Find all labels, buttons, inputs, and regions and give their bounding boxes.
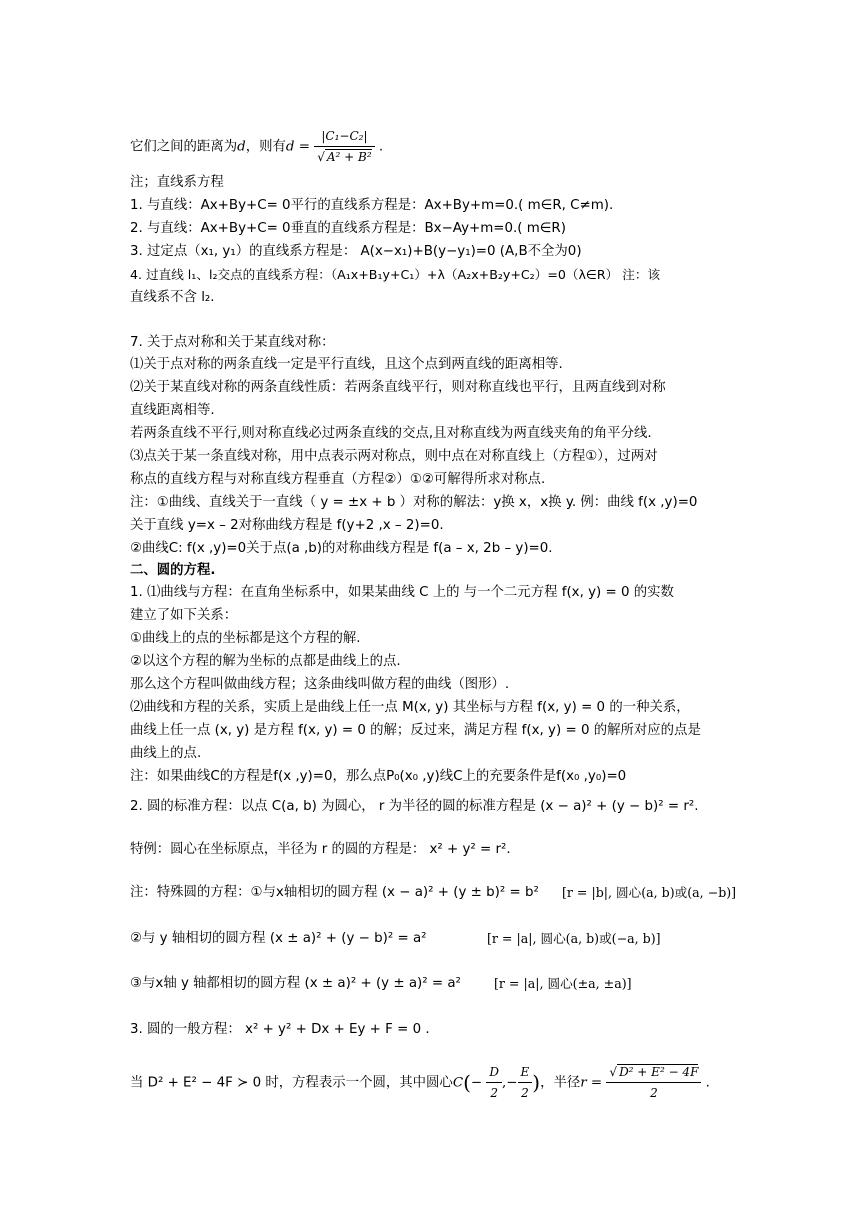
center-x-num: D: [486, 1062, 502, 1083]
special-xy-cond: [r = |a|, 圆心(±a, ±a)]: [494, 976, 632, 991]
general-equation: 3. 圆的一般方程： x² + y² + Dx + Ey + F = 0 .: [130, 1022, 430, 1037]
center-y-den: 2: [521, 1086, 529, 1100]
sec2-c3: 那么这个方程叫做曲线方程；这条曲线叫做方程的曲线（图形）.: [130, 677, 510, 692]
radius-denominator: 2: [650, 1086, 658, 1100]
center-x-fraction: [486, 1062, 502, 1103]
distance-numerator: |C₁−C₂|: [314, 126, 374, 147]
sec7-title: 7. 关于点对称和关于某直线对称：: [130, 335, 335, 350]
distance-mid: ，则有: [245, 139, 286, 155]
sec7-p4: ⑶点关于某一条直线对称，用中点表示两对称点，则中点在对称直线上（方程①），过两对: [130, 449, 658, 464]
sec2-p1-cont: 建立了如下关系：: [130, 608, 238, 623]
center-symbol: C: [452, 1075, 464, 1091]
center-x-minus: −: [470, 1075, 483, 1091]
sec7-p3: 若两条直线不平行,则对称直线必过两条直线的交点,且对称直线为两直线夹角的角平分线.: [130, 426, 652, 441]
special-xy-lead: ③与x轴 y 轴都相切的圆方程 (x ± a)² + (y ± a)² = a²: [130, 976, 461, 991]
center-comma: ,−: [502, 1075, 518, 1091]
center-y-num: E: [518, 1062, 533, 1083]
special-y-lead: ②与 y 轴相切的圆方程 (x ± a)² + (y − b)² = a²: [130, 931, 427, 946]
sec7-note1-cont: 关于直线 y=x – 2对称曲线方程是 f(y+2 ,x – 2)=0.: [130, 518, 444, 533]
note1-item1: 1. 与直线：Ax+By+C= 0平行的直线系方程是：Ax+By+m=0.( m∈R, C≠m).: [130, 198, 614, 213]
note1-title: 注；直线系方程: [130, 175, 224, 190]
center-open-paren: (: [463, 1070, 471, 1095]
sec7-note2: ②曲线C: f(x ,y)=0关于点(a ,b)的对称曲线方程是 f(a – x, 2b – y)=0.: [130, 541, 553, 556]
sec7-p4-cont: 称点的直线方程与对称直线方程垂直（方程②）①②可解得所求对称点.: [130, 472, 546, 487]
sec2-p1: 1. ⑴曲线与方程：在直角坐标系中，如果某曲线 C 上的 与一个二元方程 f(x, y) = 0 的实数: [130, 585, 674, 600]
sec2-note: 注：如果曲线C的方程是f(x ,y)=0，那么点P₀(x₀ ,y)线C上的充要条件是f(x₀ ,y₀)=0: [130, 769, 627, 784]
sec2-heading: 二、圆的方程.: [130, 563, 216, 578]
center-close-paren: ): [532, 1070, 541, 1095]
note1-item2: 2. 与直线：Ax+By+C= 0垂直的直线系方程是：Bx−Ay+m=0.( m∈R): [130, 221, 566, 236]
radius-end: .: [705, 1075, 710, 1091]
radius-numerator: D² + E² − 4F: [619, 1065, 699, 1079]
note1-item4-cont: 直线系不含 l₂.: [130, 290, 215, 305]
special-y-cond: [r = |a|, 圆心(a, b)或(−a, b)]: [487, 931, 661, 946]
distance-var: d: [237, 139, 246, 155]
radius-fraction: [606, 1062, 701, 1103]
standard-special: 特例：圆心在坐标原点，半径为 r 的圆的方程是： x² + y² = r².: [130, 842, 511, 857]
sec7-note1: 注：①曲线、直线关于一直线（ y = ±x + b ）对称的解法：y换 x，x换 y. 例：曲线 f(x ,y)=0: [130, 495, 698, 510]
sec7-p1: ⑴关于点对称的两条直线一定是平行直线，且这个点到两直线的距离相等.: [130, 357, 563, 372]
distance-denominator-wrap: √ A² + B²: [317, 150, 372, 164]
sec2-p2: ⑵曲线和方程的关系，实质上是曲线上任一点 M(x, y) 其坐标与方程 f(x, y) = 0 的一种关系，: [130, 700, 690, 715]
sec7-p2: ⑵关于某直线对称的两条直线性质：若两条直线平行，则对称直线也平行，且两直线到对称: [130, 380, 666, 395]
distance-line: [130, 126, 383, 167]
general-condition-line: [130, 1062, 710, 1103]
special-x-cond: [r = |b|, 圆心(a, b)或(a, −b)]: [562, 885, 737, 900]
note1-item3: 3. 过定点（x₁, y₁）的直线系方程是： A(x−x₁)+B(y−y₁)=0 (A,B不全为0): [130, 244, 582, 259]
sec7-p2-cont: 直线距离相等.: [130, 403, 215, 418]
radius-numerator-wrap: √ D² + E² − 4F: [606, 1062, 701, 1083]
sec2-p2-end: 曲线上的点.: [130, 746, 202, 761]
distance-end: .: [378, 139, 384, 155]
general-condition-lead: 当 D² + E² − 4F ≻ 0 时，方程表示一个圆，其中圆心: [130, 1075, 453, 1091]
distance-fraction: [314, 126, 374, 167]
sec2-c1: ①曲线上的点的坐标都是这个方程的解.: [130, 631, 361, 646]
distance-denominator: A² + B²: [326, 150, 372, 164]
radius-lhs: r =: [580, 1075, 603, 1091]
radius-lead: ，半径: [540, 1075, 581, 1091]
standard-equation: 2. 圆的标准方程：以点 C(a, b) 为圆心， r 为半径的圆的标准方程是 (x − a)² + (y − b)² = r².: [130, 799, 699, 814]
distance-text: 它们之间的距离为: [130, 139, 238, 155]
distance-lhs: d =: [285, 139, 310, 155]
special-x-lead: 注：特殊圆的方程：①与x轴相切的圆方程 (x − a)² + (y ± b)² = b²: [130, 885, 539, 900]
center-y-fraction: [518, 1062, 533, 1103]
note1-item4: 4. 过直线 l₁、l₂交点的直线系方程：（A₁x+B₁y+C₁）+λ（A₂x+B₂y+C₂）=0（λ∈R） 注：该: [130, 267, 661, 282]
sec2-p2-cont: 曲线上任一点 (x, y) 是方程 f(x, y) = 0 的解；反过来，满足方程 f(x, y) = 0 的解所对应的点是: [130, 723, 701, 738]
center-x-den: 2: [490, 1086, 499, 1100]
sec2-c2: ②以这个方程的解为坐标的点都是曲线上的点.: [130, 654, 401, 669]
